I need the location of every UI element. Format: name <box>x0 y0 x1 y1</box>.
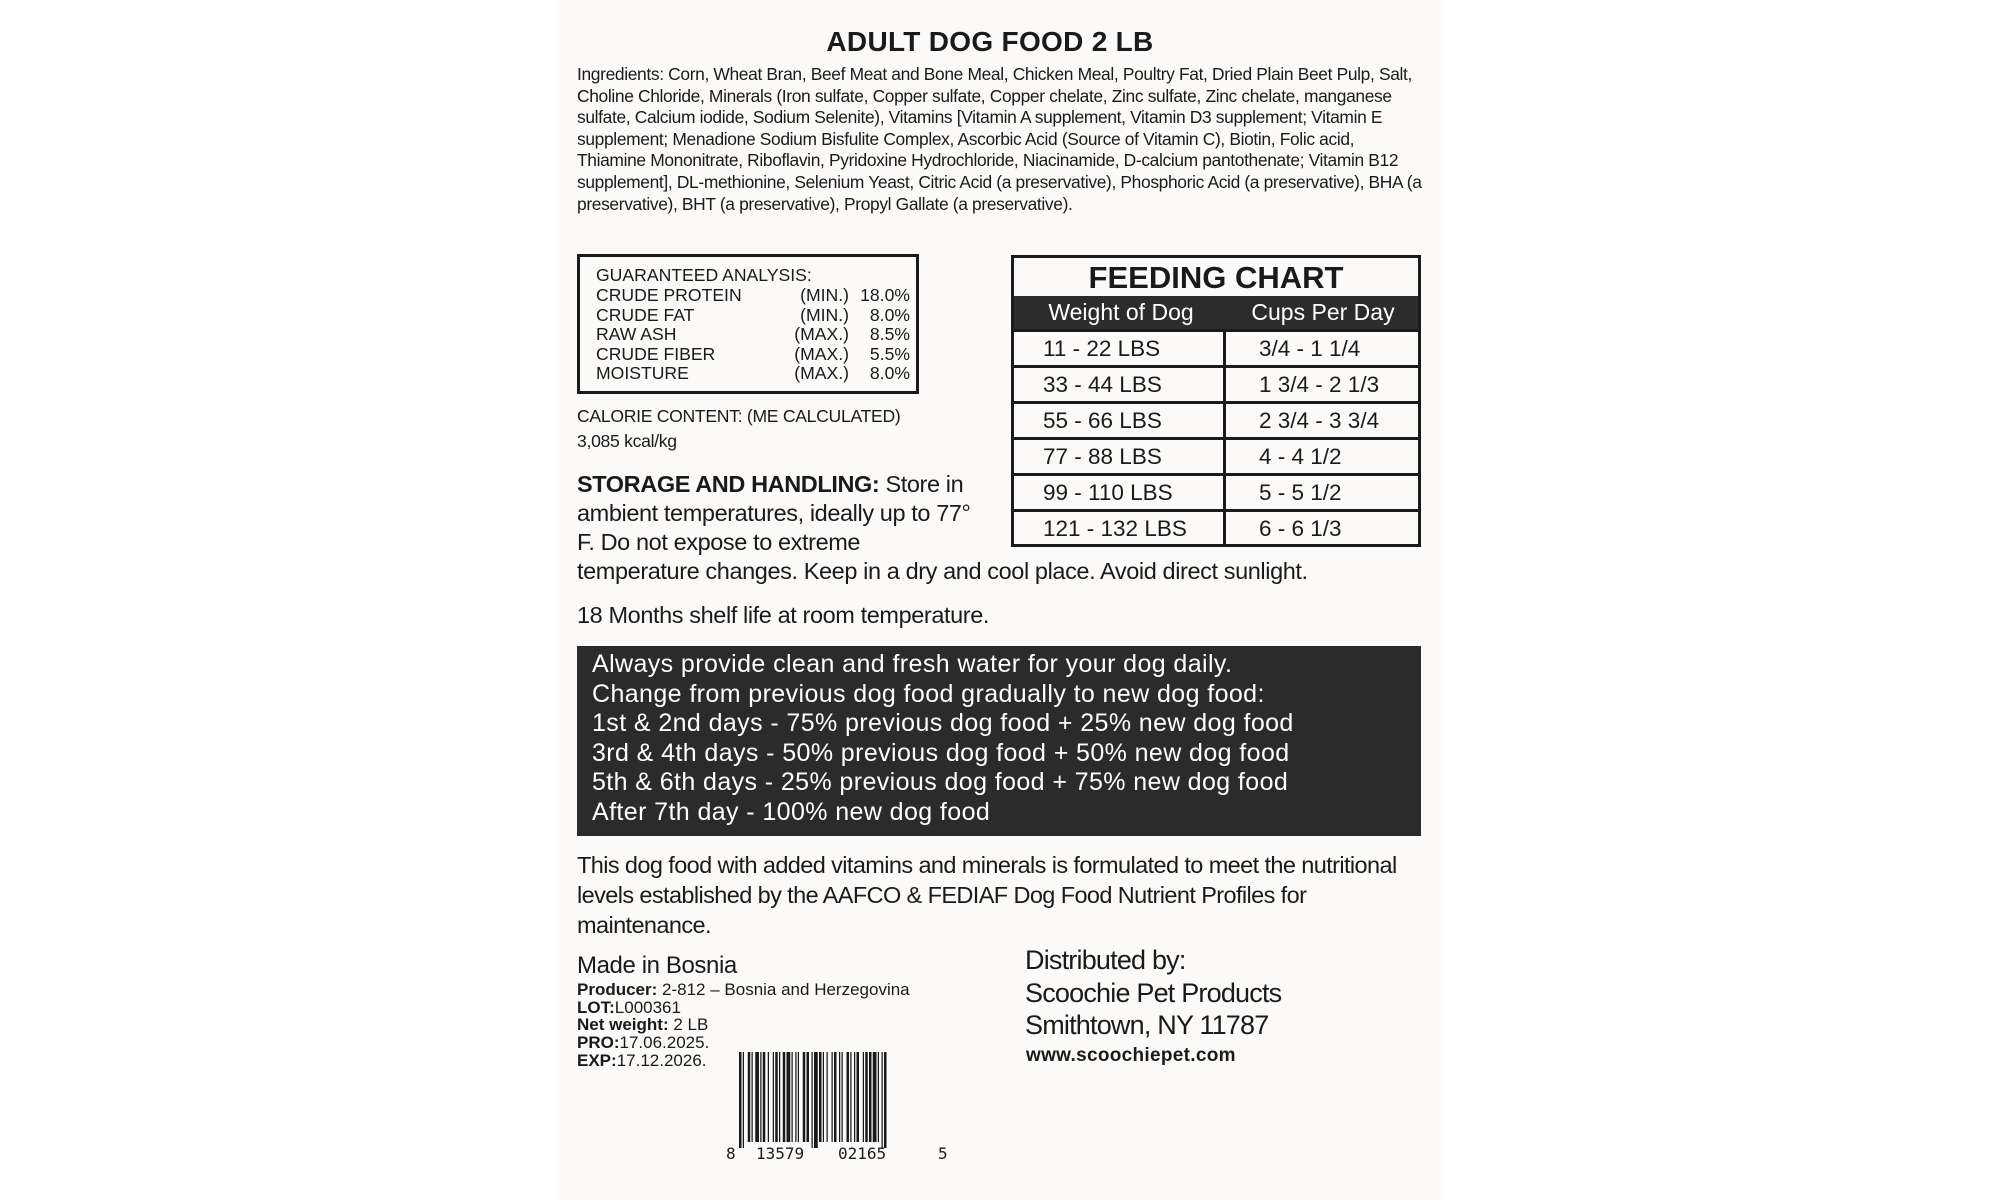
barcode-bar <box>814 1052 818 1148</box>
guaranteed-analysis-box <box>577 254 919 394</box>
cups-cell: 4 - 4 1/2 <box>1259 444 1342 469</box>
analysis-row <box>596 286 916 306</box>
feeding-row <box>1014 509 1418 545</box>
weight-cell: 33 - 44 LBS <box>1014 368 1226 401</box>
barcode-bar <box>783 1052 786 1142</box>
ingredients-text: Ingredients: Corn, Wheat Bran, Beef Meat and Bone Meal, Chicken Meal, Poultry Fat, Dried Plain Beet Pulp, Salt, Choline Chloride, Minerals (Iron sulfate, Copper sulfate, Copper chelate, Zinc sulfate, Zinc chelate, manganese sulfate, Calcium iodide, Sodium Selenite), Vitamins [Vitamin A supplement, Vitamin D3 supplement; Vitamin E supplement; Menadione Sodium Bisfulite Complex, Ascorbic Acid (Source of Vitamin C), Biotin, Folic acid, Thiamine Mononitrate, Riboflavin, Pyridoxine Hydrochloride, Niacinamide, D-calcium pantothenate; Vitamin B12 supplement], DL-methionine, Selenium Yeast, Citric Acid (a preservative), Phosphoric Acid (a preservative), BHA (a preservative), BHT (a preservative), Propyl Gallate (a preservative). <box>577 64 1422 214</box>
nutrient-value: 18.0% <box>860 285 910 305</box>
producer-line <box>577 981 910 999</box>
barcode-bar <box>792 1052 793 1142</box>
product-title: ADULT DOG FOOD 2 LB <box>826 26 1154 57</box>
barcode-bar <box>882 1052 883 1148</box>
distributor-label: Distributed by: <box>1025 945 1186 975</box>
net-weight-line <box>577 1016 910 1034</box>
nutrient-qualifier: (MAX.) <box>794 343 849 364</box>
barcode-bar <box>755 1052 759 1142</box>
instruction-line: 1st & 2nd days - 75% previous dog food + 25% new dog food <box>592 709 1294 737</box>
weight-cell: 77 - 88 LBS <box>1014 440 1226 473</box>
barcode-bar <box>763 1052 766 1142</box>
analysis-heading: GUARANTEED ANALYSIS: <box>596 265 812 285</box>
barcode <box>726 1050 950 1168</box>
analysis-row <box>596 306 916 326</box>
nutrient-qualifier: (MAX.) <box>794 363 849 383</box>
weight-cell: 11 - 22 LBS <box>1014 332 1226 365</box>
barcode-bar <box>823 1052 824 1142</box>
instruction-line: 3rd & 4th days - 50% previous dog food + 50% new dog food <box>592 738 1290 767</box>
barcode-bars <box>739 1052 887 1148</box>
calorie-label: CALORIE CONTENT: (ME CALCULATED) <box>577 406 901 426</box>
weight-cell: 99 - 110 LBS <box>1014 476 1226 509</box>
producer-value: 2-812 – Bosnia and Herzegovina <box>657 980 910 999</box>
nutrient-name: CRUDE FIBER <box>596 343 716 364</box>
barcode-bar <box>834 1052 837 1142</box>
barcode-bar <box>873 1052 877 1142</box>
shelf-life: 18 Months shelf life at room temperature. <box>577 602 990 628</box>
country-of-origin: Made in Bosnia <box>577 952 737 979</box>
nutrient-name: CRUDE PROTEIN <box>596 285 742 305</box>
calorie-value: 3,085 kcal/kg <box>577 431 677 451</box>
nutrient-name: CRUDE FAT <box>596 304 695 325</box>
barcode-bar <box>847 1052 850 1142</box>
lot-value: L000361 <box>614 997 681 1017</box>
barcode-bar <box>798 1052 799 1142</box>
cups-cell: 5 - 5 1/2 <box>1259 480 1342 505</box>
barcode-bar <box>832 1052 833 1142</box>
feeding-row <box>1014 401 1418 437</box>
barcode-bar <box>760 1052 761 1142</box>
nutrient-name: MOISTURE <box>596 363 689 383</box>
barcode-bar <box>850 1052 851 1142</box>
nutrient-qualifier: (MIN.) <box>800 304 849 325</box>
weight-cell: 121 - 132 LBS <box>1014 512 1226 545</box>
lot-line <box>577 999 910 1017</box>
instruction-line: 5th & 6th days - 25% previous dog food + 75% new dog food <box>592 768 1289 796</box>
website-link: www.scoochiepet.com <box>1026 1045 1236 1066</box>
barcode-bar <box>884 1052 887 1148</box>
cups-cell: 2 3/4 - 3 3/4 <box>1259 408 1380 433</box>
barcode-group-right: 02165 <box>838 1144 887 1163</box>
net-weight-value: 2 LB <box>668 1015 709 1035</box>
feeding-row <box>1014 437 1418 473</box>
feeding-row <box>1014 329 1418 365</box>
nutrient-name: RAW ASH <box>596 324 677 344</box>
barcode-bar <box>743 1052 744 1148</box>
barcode-bar <box>857 1052 860 1142</box>
storage-label: STORAGE AND HANDLING: <box>577 471 880 497</box>
barcode-bar <box>842 1052 843 1142</box>
nutrient-qualifier: (MIN.) <box>800 285 849 305</box>
barcode-bar <box>775 1052 778 1142</box>
barcode-bar <box>795 1052 796 1142</box>
nutrient-value: 8.0% <box>869 363 910 383</box>
barcode-bar <box>773 1052 774 1142</box>
instruction-line: Always provide clean and fresh water for your dog daily. <box>592 650 1233 678</box>
barcode-bar <box>807 1052 810 1142</box>
nutrition-statement: This dog food with added vitamins and minerals is formulated to meet the nutritional levels established by the AAFCO & FEDIAF Dog Food Nutrient Profiles for maintenance. <box>577 852 1397 938</box>
production-date-value: 17.06.2025. <box>619 1033 710 1053</box>
lot-label: LOT: <box>577 997 615 1017</box>
net-weight-label: Net weight: <box>577 1015 669 1035</box>
storage-wrapped <box>577 470 985 557</box>
barcode-bar <box>854 1052 855 1142</box>
feeding-chart-header <box>1014 296 1418 329</box>
weight-cell: 55 - 66 LBS <box>1014 404 1226 437</box>
distributor-block <box>1025 944 1281 1042</box>
feeding-chart-title: FEEDING CHART <box>1088 260 1344 295</box>
analysis-row <box>596 345 916 365</box>
weight-column-header: Weight of Dog <box>1048 299 1194 325</box>
barcode-bar <box>803 1052 806 1142</box>
instruction-line: After 7th day - 100% new dog food <box>592 797 991 826</box>
cups-column-header: Cups Per Day <box>1251 299 1395 325</box>
nutrient-value: 8.5% <box>869 324 910 344</box>
barcode-bar <box>752 1052 753 1142</box>
transition-instructions <box>577 646 1421 836</box>
barcode-bar <box>739 1052 742 1148</box>
producer-label: Producer: <box>577 980 658 999</box>
feeding-chart <box>1011 255 1421 547</box>
nutrient-value: 5.5% <box>869 343 910 364</box>
storage-text-last: temperature changes. Keep in a dry and cool place. Avoid direct sunlight. <box>577 558 1308 584</box>
barcode-bar <box>878 1052 879 1142</box>
barcode-bar <box>748 1052 751 1142</box>
feeding-row <box>1014 473 1418 509</box>
barcode-bar <box>812 1052 813 1148</box>
barcode-bar <box>779 1052 780 1142</box>
barcode-bar <box>827 1052 828 1142</box>
calorie-content <box>577 404 900 454</box>
cups-cell: 3/4 - 1 1/4 <box>1259 336 1361 361</box>
instruction-line: Change from previous dog food gradually to new dog food: <box>592 679 1265 708</box>
analysis-row <box>596 325 916 345</box>
barcode-bar <box>865 1052 868 1142</box>
distributor-name: Scoochie Pet Products <box>1025 977 1282 1008</box>
storage-text: Store in ambient temperatures, ideally up to 77° F. Do not expose to extreme <box>577 471 971 555</box>
nutrient-value: 8.0% <box>869 304 910 325</box>
expiry-date-label: EXP: <box>577 1050 617 1070</box>
barcode-bar <box>839 1052 840 1142</box>
expiry-date-value: 17.12.2026. <box>616 1050 707 1070</box>
barcode-bar <box>768 1052 769 1142</box>
cups-cell: 1 3/4 - 2 1/3 <box>1259 372 1380 397</box>
barcode-bar <box>819 1052 822 1142</box>
barcode-bar <box>863 1052 864 1142</box>
distributor-address: Smithtown, NY 11787 <box>1025 1010 1269 1040</box>
barcode-bar <box>787 1052 791 1142</box>
production-date-label: PRO: <box>577 1033 620 1053</box>
barcode-group-left: 13579 <box>756 1144 805 1163</box>
barcode-digit-last: 5 <box>938 1144 948 1163</box>
analysis-row <box>596 364 916 384</box>
cups-cell: 6 - 6 1/3 <box>1259 516 1342 541</box>
barcode-digit-first: 8 <box>726 1144 736 1163</box>
barcode-bar <box>869 1052 872 1142</box>
nutrient-qualifier: (MAX.) <box>794 324 849 344</box>
feeding-row <box>1014 365 1418 401</box>
